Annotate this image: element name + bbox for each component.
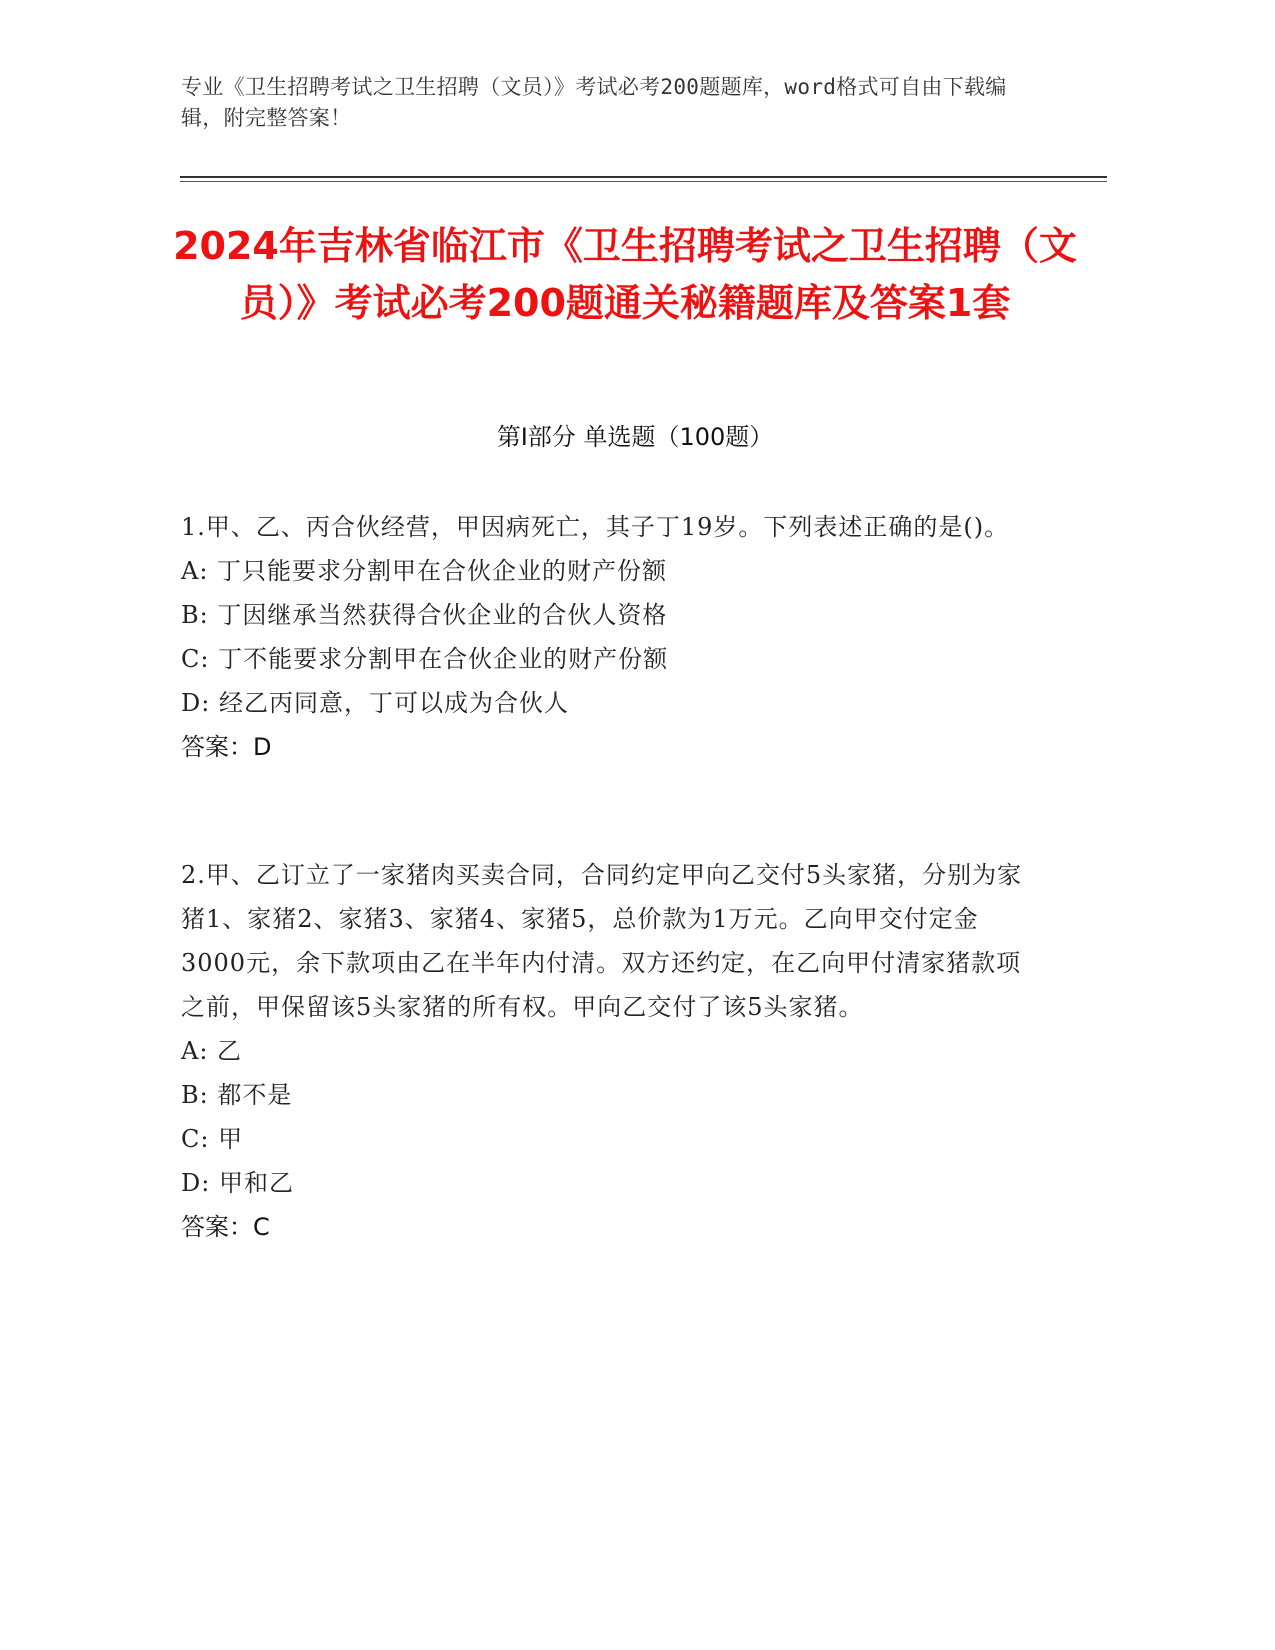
- document-title: 2024年吉林省临江市《卫生招聘考试之卫生招聘（文员）》考试必考200题通关秘籍题库及答案1套: [173, 224, 1077, 325]
- question-stem: 1.甲、乙、丙合伙经营，甲因病死亡，其子丁19岁。下列表述正确的是()。: [181, 513, 1010, 541]
- header-divider-thick: [180, 176, 1107, 178]
- question-stem: 2.甲、乙订立了一家猪肉买卖合同，合同约定甲向乙交付5头家猪，分别为家猪1、家猪2、家猪3、家猪4、家猪5，总价款为1万元。乙向甲交付定金3000元，余下款项由乙在半年内付清。双方还约定，在乙向甲付清家猪款项之前，甲保留该5头家猪的所有权。甲向乙交付了该5头家猪。: [181, 861, 1023, 1021]
- option-a: A: 乙: [181, 1037, 243, 1065]
- question-2: [181, 853, 1041, 1249]
- header-divider-thin: [180, 181, 1107, 182]
- section-heading: 第Ⅰ部分 单选题（100题）: [496, 423, 774, 451]
- answer: 答案：D: [181, 733, 272, 761]
- question-1: [181, 505, 1041, 769]
- option-c: C: 甲: [181, 1125, 244, 1153]
- option-c: C: 丁不能要求分割甲在合伙企业的财产份额: [181, 645, 669, 673]
- option-a: A: 丁只能要求分割甲在合伙企业的财产份额: [181, 557, 668, 585]
- header-note: 专业《卫生招聘考试之卫生招聘（文员）》考试必考200题题库，word格式可自由下载编辑，附完整答案！: [181, 75, 1007, 130]
- option-d: D: 经乙丙同意，丁可以成为合伙人: [181, 689, 569, 717]
- option-b: B: 都不是: [181, 1081, 293, 1109]
- option-d: D: 甲和乙: [181, 1169, 294, 1197]
- answer: 答案：C: [181, 1213, 270, 1241]
- option-b: B: 丁因继承当然获得合伙企业的合伙人资格: [181, 601, 668, 629]
